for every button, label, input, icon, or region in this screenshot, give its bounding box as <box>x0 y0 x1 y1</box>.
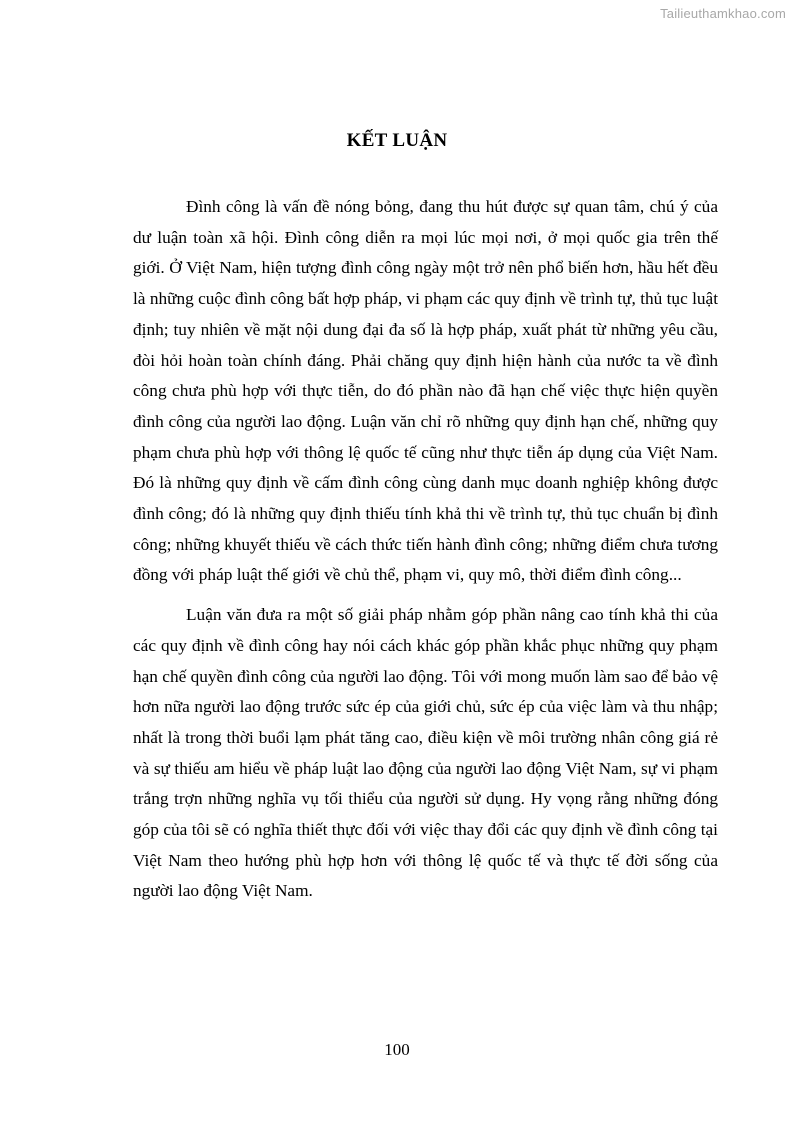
watermark-text: Tailieuthamkhao.com <box>660 6 786 21</box>
paragraph-2: Luận văn đưa ra một số giải pháp nhằm góp phần nâng cao tính khả thi của các quy định về đình công hay nói cách khác góp phần khắc phục những quy phạm hạn chế quyền đình công của người lao động. Tôi với mong muốn làm sao để bảo vệ hơn nữa người lao động trước sức ép của giới chủ, sức ép của việc làm và thu nhập; nhất là trong thời buổi lạm phát tăng cao, điều kiện về môi trường nhân công giá rẻ và sự thiếu am hiểu về pháp luật lao động của người lao động Việt Nam, sự vi phạm trắng trợn những nghĩa vụ tối thiểu của người sử dụng. Hy vọng rằng những đóng góp của tôi sẽ có nghĩa thiết thực đối với việc thay đổi các quy định về đình công tại Việt Nam theo hướng phù hợp hơn với thông lệ quốc tế và thực tế đời sống của người lao động Việt Nam. <box>133 605 719 901</box>
page-title: KẾT LUẬN <box>346 129 448 151</box>
paragraph-1: Đình công là vấn đề nóng bỏng, đang thu hút được sự quan tâm, chú ý của dư luận toàn xã hội. Đình công diễn ra mọi lúc mọi nơi, ở mọi quốc gia trên thế giới. Ở Việt Nam, hiện tượng đình công ngày một trở nên phổ biến hơn, hầu hết đều là những cuộc đình công bất hợp pháp, vi phạm các quy định về trình tự, thủ tục luật định; tuy nhiên về mặt nội dung đại đa số là hợp pháp, xuất phát từ những yêu cầu, đòi hỏi hoàn toàn chính đáng. Phải chăng quy định hiện hành của nước ta về đình công chưa phù hợp với thực tiễn, do đó phần nào đã hạn chế việc thực hiện quyền đình công của người lao động. Luận văn chỉ rõ những quy định hạn chế, những quy phạm chưa phù hợp với thông lệ quốc tế cũng như thực tiễn áp dụng của Việt Nam. Đó là những quy định về cấm đình công cùng danh mục doanh nghiệp không được đình công; đó là những quy định thiếu tính khả thi về trình tự, thủ tục chuẩn bị đình công; những khuyết thiếu về cách thức tiến hành đình công; những điểm chưa tương đồng với pháp luật thế giới về chủ thể, phạm vi, quy mô, thời điểm đình công... <box>133 197 718 585</box>
body-text <box>133 192 718 907</box>
page-number: 100 <box>384 1040 410 1059</box>
